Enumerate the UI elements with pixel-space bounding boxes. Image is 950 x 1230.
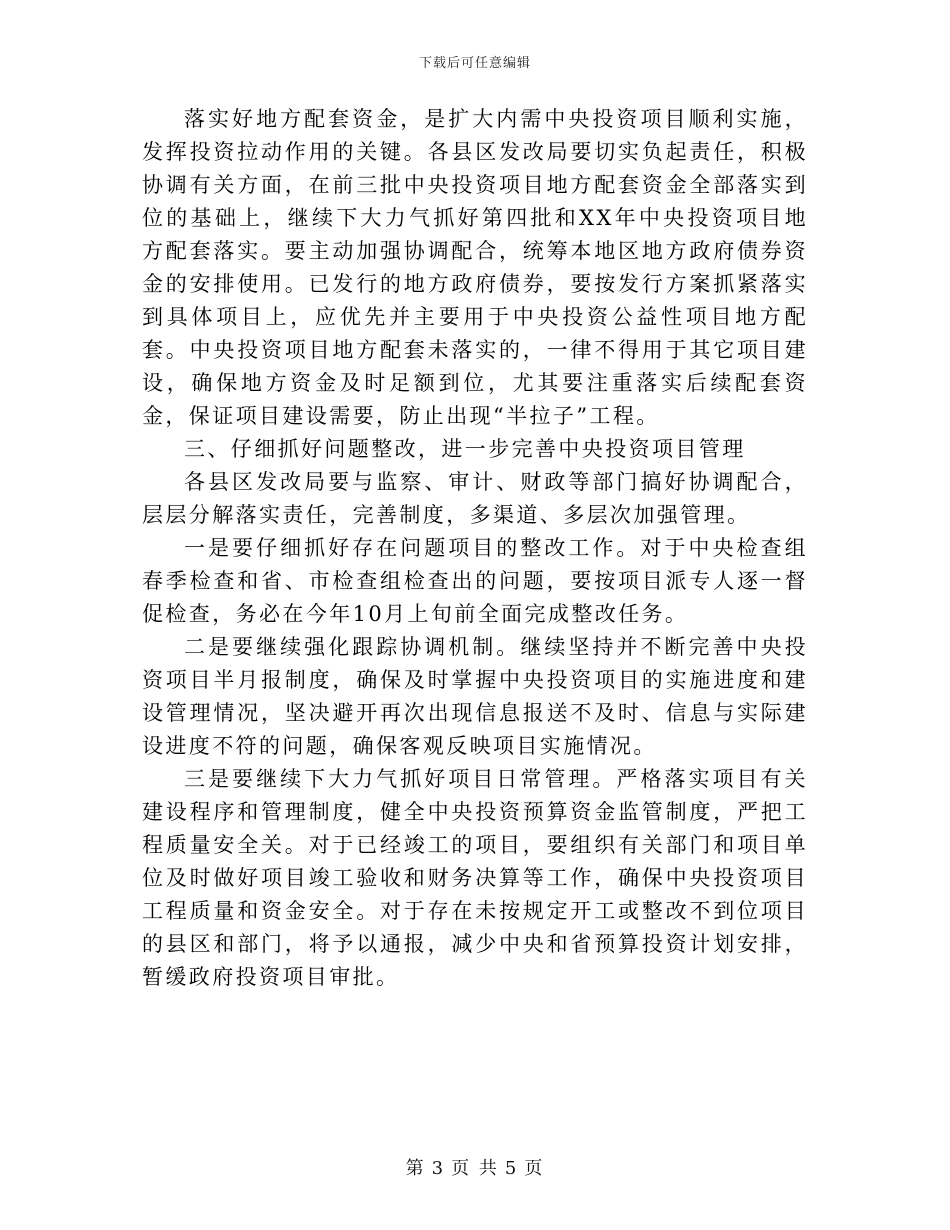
paragraph-item-one: 一是要仔细抓好存在问题项目的整改工作。对于中央检查组春季检查和省、市检查组检查出的问题，要按项目派专人逐一督促检查，务必在今年10月上旬前全面完成整改任务。 (142, 536, 808, 626)
section-heading-three: 三、仔细抓好问题整改，进一步完善中央投资项目管理 (184, 437, 746, 461)
footer-current-page: 3 (431, 1158, 446, 1179)
page-number-footer (0, 1154, 950, 1180)
paragraph-coordination: 各县区发改局要与监察、审计、财政等部门搞好协调配合，层层分解落实责任，完善制度，多渠道、多层次加强管理。 (142, 470, 808, 527)
header-note: 下载后可任意编辑 (418, 56, 531, 71)
footer-total-pages: 5 (504, 1158, 519, 1179)
paragraph-matching-funds: 落实好地方配套资金，是扩大内需中央投资项目顺利实施，发挥投资拉动作用的关键。各县区发改局要切实负起责任，积极协调有关方面，在前三批中央投资项目地方配套资金全部落实到位的基础上，继续下大力气抓好第四批和XX年中央投资项目地方配套落实。要主动加强协调配合，统筹本地区地方政府债券资金的安排使用。已发行的地方政府债券，要按发行方案抓紧落实到具体项目上，应优先并主要用于中央投资公益性项目地方配套。中央投资项目地方配套未落实的，一律不得用于其它项目建设，确保地方资金及时足额到位，尤其要注重落实后续配套资金，保证项目建设需要，防止出现“半拉子”工程。 (142, 107, 808, 428)
footer-middle: 页 共 (451, 1158, 499, 1179)
footer-prefix: 第 (405, 1158, 426, 1179)
paragraph-item-two: 二是要继续强化跟踪协调机制。继续坚持并不断完善中央投资项目半月报制度，确保及时掌握中央投资项目的实施进度和建设管理情况，坚决避开再次出现信息报送不及时、信息与实际建设进度不符的问题，确保客观反映项目实施情况。 (142, 635, 808, 758)
paragraph-item-three: 三是要继续下大力气抓好项目日常管理。严格落实项目有关建设程序和管理制度，健全中央投资预算资金监管制度，严把工程质量安全关。对于已经竣工的项目，要组织有关部门和项目单位及时做好项目竣工验收和财务决算等工作，确保中央投资项目工程质量和资金安全。对于存在未按规定开工或整改不到位项目的县区和部门，将予以通报，减少中央和省预算投资计划安排，暂缓政府投资项目审批。 (142, 767, 808, 989)
footer-suffix: 页 (524, 1158, 545, 1179)
document-body (142, 103, 808, 994)
